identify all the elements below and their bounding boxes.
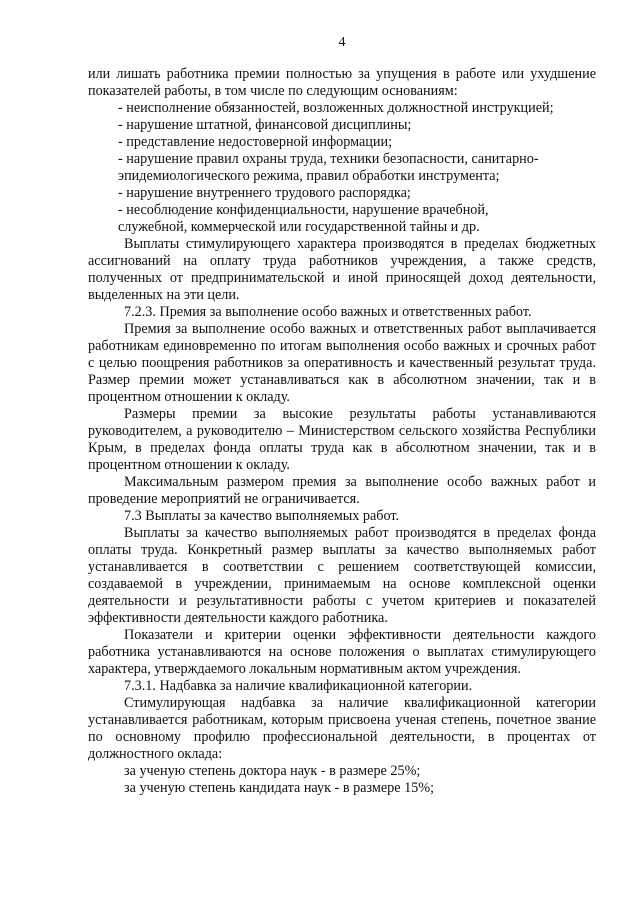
- list-item: - неисполнение обязанностей, возложенных должностной инструкцией;: [118, 100, 554, 116]
- paragraph: Выплаты стимулирующего характера производятся в пределах бюджетных ассигнований на оплату труда работников учреждения, а также средств, полученных от предпринимательской и иной приносящей доход деятельности, выделенных на эти цели.: [88, 236, 596, 303]
- paragraph: или лишать работника премии полностью за упущения в работе или ухудшение показателей работы, в том числе по следующим основаниям:: [88, 66, 596, 99]
- list-item: за ученую степень доктора наук - в размере 25%;: [124, 763, 421, 779]
- paragraph: Максимальным размером премия за выполнение особо важных работ и проведение мероприятий не ограничивается.: [88, 474, 596, 507]
- list-item: за ученую степень кандидата наук - в размере 15%;: [124, 780, 435, 796]
- list-item: - нарушение внутреннего трудового распорядка;: [118, 185, 411, 201]
- paragraph: Стимулирующая надбавка за наличие квалификационной категории устанавливается работникам, которым присвоена ученая степень, почетное звание по основному профилю профессиональной деятельности, в процентах от должностного оклада:: [88, 695, 596, 762]
- list-item: - несоблюдение конфиденциальности, нарушение врачебной,: [118, 202, 489, 218]
- section-heading: 7.3 Выплаты за качество выполняемых работ.: [124, 508, 400, 524]
- paragraph: Размеры премии за высокие результаты работы устанавливаются руководителем, а руководителю – Министерством сельского хозяйства Республики Крым, в пределах фонда оплаты труда как в абсолютном значении, так и в процентном отношении к окладу.: [88, 406, 596, 473]
- document-body: [88, 66, 596, 797]
- section-heading: 7.2.3. Премия за выполнение особо важных и ответственных работ.: [124, 304, 532, 320]
- list-item: - нарушение штатной, финансовой дисциплины;: [118, 117, 412, 133]
- page-number: 4: [338, 35, 346, 50]
- list-item: - представление недостоверной информации;: [118, 134, 393, 150]
- list-item: - нарушение правил охраны труда, техники безопасности, санитарно-: [118, 151, 539, 167]
- list-item-continuation: служебной, коммерческой или государственной тайны и др.: [118, 219, 480, 235]
- list-item-continuation: эпидемиологического режима, правил обработки инструмента;: [118, 168, 500, 184]
- paragraph: Премия за выполнение особо важных и ответственных работ выплачивается работникам единовременно по итогам выполнения особо важных и срочных работ с целью поощрения работников за оперативность и качественный результат труда. Размер премии может устанавливаться как в абсолютном значении, так и в процентном отношении к окладу.: [88, 321, 596, 405]
- paragraph: Показатели и критерии оценки эффективности деятельности каждого работника устанавливаются на основе положения о выплатах стимулирующего характера, утверждаемого локальным нормативным актом учреждения.: [88, 627, 596, 677]
- paragraph: Выплаты за качество выполняемых работ производятся в пределах фонда оплаты труда. Конкретный размер выплаты за качество выполняемых работ устанавливается в соответствии с решением соответствующей комиссии, создаваемой в учреждении, принимаемым на основе комплексной оценки деятельности и результативности работы с учетом критериев и показателей эффективности деятельности каждого работника.: [88, 525, 596, 626]
- section-heading: 7.3.1. Надбавка за наличие квалификационной категории.: [124, 678, 473, 694]
